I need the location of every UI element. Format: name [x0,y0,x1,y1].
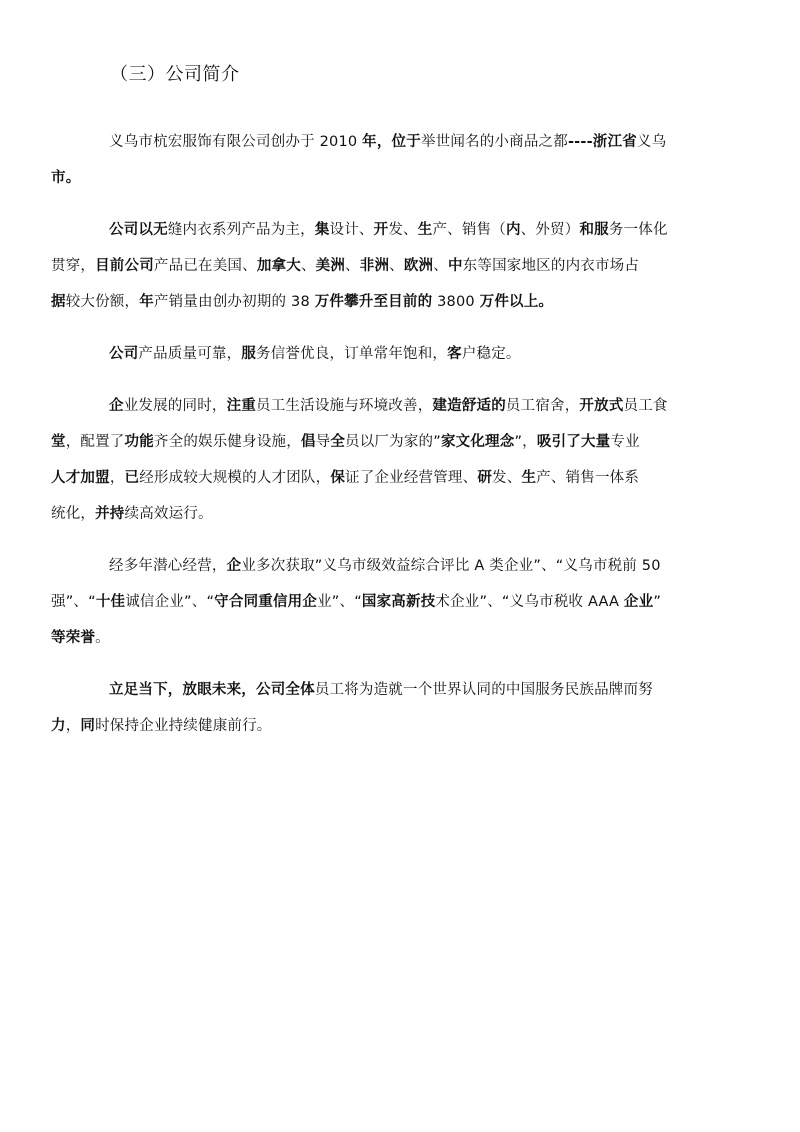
text-run: 产品已在美国、 [153,258,257,274]
text-run: 时保持企业持续健康前行。 [95,718,272,734]
text-run: 3800 [432,294,480,310]
text-run: 企业 [623,594,654,610]
text-run: 客 [447,346,462,362]
text-run: 人才加盟 [51,470,110,486]
text-run: 市。 [51,170,81,186]
text-run: 立足当下，放眼未来，公司全体 [109,682,315,698]
text-run: 美洲 [315,258,346,274]
paragraph [51,124,725,196]
text-line [80,548,725,584]
text-run: ， [109,470,125,486]
text-run: 集 [314,222,330,238]
text-line [51,424,725,460]
text-run: 目前公司 [95,258,154,274]
text-run: 贯穿， [51,258,96,274]
text-run: 年，位于 [362,134,421,150]
text-run: 东等国家地区的内衣市场占 [462,258,640,274]
paragraph [51,672,725,744]
text-run: 。 [95,630,110,646]
text-run: 专业 [610,434,640,450]
text-run: 举世闻名的小商品之都 [420,134,568,150]
text-line [51,496,725,532]
text-run: 注重 [226,398,257,414]
text-run: 统化， [51,506,96,522]
text-run: 中 [447,258,463,274]
section-heading: （三）公司简介 [110,64,240,85]
text-run: 经多年潜心经营， [109,558,227,574]
text-run: 、 [389,258,404,274]
text-run: 业”、“ [317,594,362,610]
text-run: 开 [373,222,389,238]
text-run: 研 [477,470,493,486]
text-run: 缝内衣系列产品为主， [167,222,315,238]
text-run: 业发展的同时， [123,398,227,414]
text-run: 经形成较大规模的人才团队， [139,470,331,486]
text-line [80,124,725,160]
text-run: 员以厂为家的” [345,434,441,450]
text-run: 诚信企业”、“ [125,594,215,610]
text-run: 较大份额， [65,294,140,310]
text-run: ----浙江省 [567,134,637,150]
text-run: 企 [226,558,242,574]
text-run: 发、 [492,470,522,486]
text-run: 义乌 [636,134,667,150]
text-line [80,336,725,372]
text-run: 欧洲 [403,258,434,274]
text-run: 义乌市杭宏服饰有限公司创办于 2010 [109,134,363,150]
text-line [51,248,725,284]
text-run: 服 [241,346,257,362]
text-run: 力 [51,718,66,734]
text-run: 全 [330,434,346,450]
text-run: ” [653,594,662,610]
text-run: 建造舒适的 [432,398,506,414]
text-run: 堂 [51,434,66,450]
text-run: 、 [433,258,448,274]
paragraph [51,212,725,320]
text-run: 员工食 [623,398,668,414]
text-run: 证了企业经营管理、 [345,470,478,486]
text-run: 术企业”、“义乌市税收 AAA [435,594,624,610]
text-run: 员工生活设施与环境改善， [256,398,433,414]
text-run: 、 [300,258,316,274]
text-run: 产、销售（ [432,222,506,238]
text-run: 非洲 [359,258,390,274]
text-run: 保 [330,470,346,486]
text-run: 倡 [300,434,316,450]
text-run: 同 [80,718,96,734]
text-line [80,212,725,248]
text-run: 万件以上。 [479,294,554,310]
text-run: 加拿大 [256,258,301,274]
text-run: 据 [51,294,66,310]
text-run: 家文化理念 [440,434,515,450]
text-run: 国家高新技 [361,594,436,610]
text-run: 已 [124,470,140,486]
text-run: 吸引了大量 [536,434,611,450]
text-run: 十佳 [95,594,126,610]
text-run: 生 [521,470,537,486]
text-run: 万件攀升至目前的 [314,294,433,310]
text-run: 并持 [95,506,125,522]
text-run: 开放式 [579,398,624,414]
text-run: 产品质量可靠， [138,346,242,362]
text-run: 产销量由创办初期的 38 [153,294,315,310]
paragraph [80,336,725,372]
paragraph [51,388,725,532]
text-line [51,584,725,620]
text-run: 公司以无 [109,222,168,238]
text-run: 等荣誉 [51,630,96,646]
text-line [51,620,725,656]
text-run: 员工将为造就一个世界认同的中国服务民族品牌而努 [314,682,653,698]
text-run: 、 [345,258,360,274]
text-run: 生 [417,222,433,238]
text-run: 导 [315,434,331,450]
document-body [51,124,725,760]
text-run: 务信誉优良，订单常年饱和， [256,346,448,362]
text-run: 公司 [109,346,139,362]
text-run: 产、销售一体系 [536,470,640,486]
text-run: 强”、“ [51,594,96,610]
text-run: 员工宿舍， [505,398,580,414]
text-line [51,284,725,320]
text-run: 功能 [124,434,154,450]
text-line [80,388,725,424]
text-line [51,460,725,496]
text-run: 设计、 [329,222,374,238]
text-run: 续高效运行。 [124,506,213,522]
text-run: 户稳定。 [461,346,521,362]
text-run: ， [65,718,81,734]
text-run: 、外贸） [520,222,580,238]
text-run: 内 [505,222,521,238]
text-line [80,672,725,708]
text-run: 企 [109,398,124,414]
text-run: 业多次获取”义乌市级效益综合评比 A 类企业”、“义乌市税前 50 [241,558,661,574]
text-run: 发、 [388,222,418,238]
text-run: 年 [139,294,154,310]
text-run: 守合同重信用企 [214,594,318,610]
text-run: 齐全的娱乐健身设施， [153,434,301,450]
text-run: 务一体化 [608,222,668,238]
text-line [51,160,725,196]
text-line [51,708,725,744]
text-run: 和服 [579,222,609,238]
text-run: ，配置了 [65,434,125,450]
text-run: ”， [514,434,537,450]
paragraph [51,548,725,656]
